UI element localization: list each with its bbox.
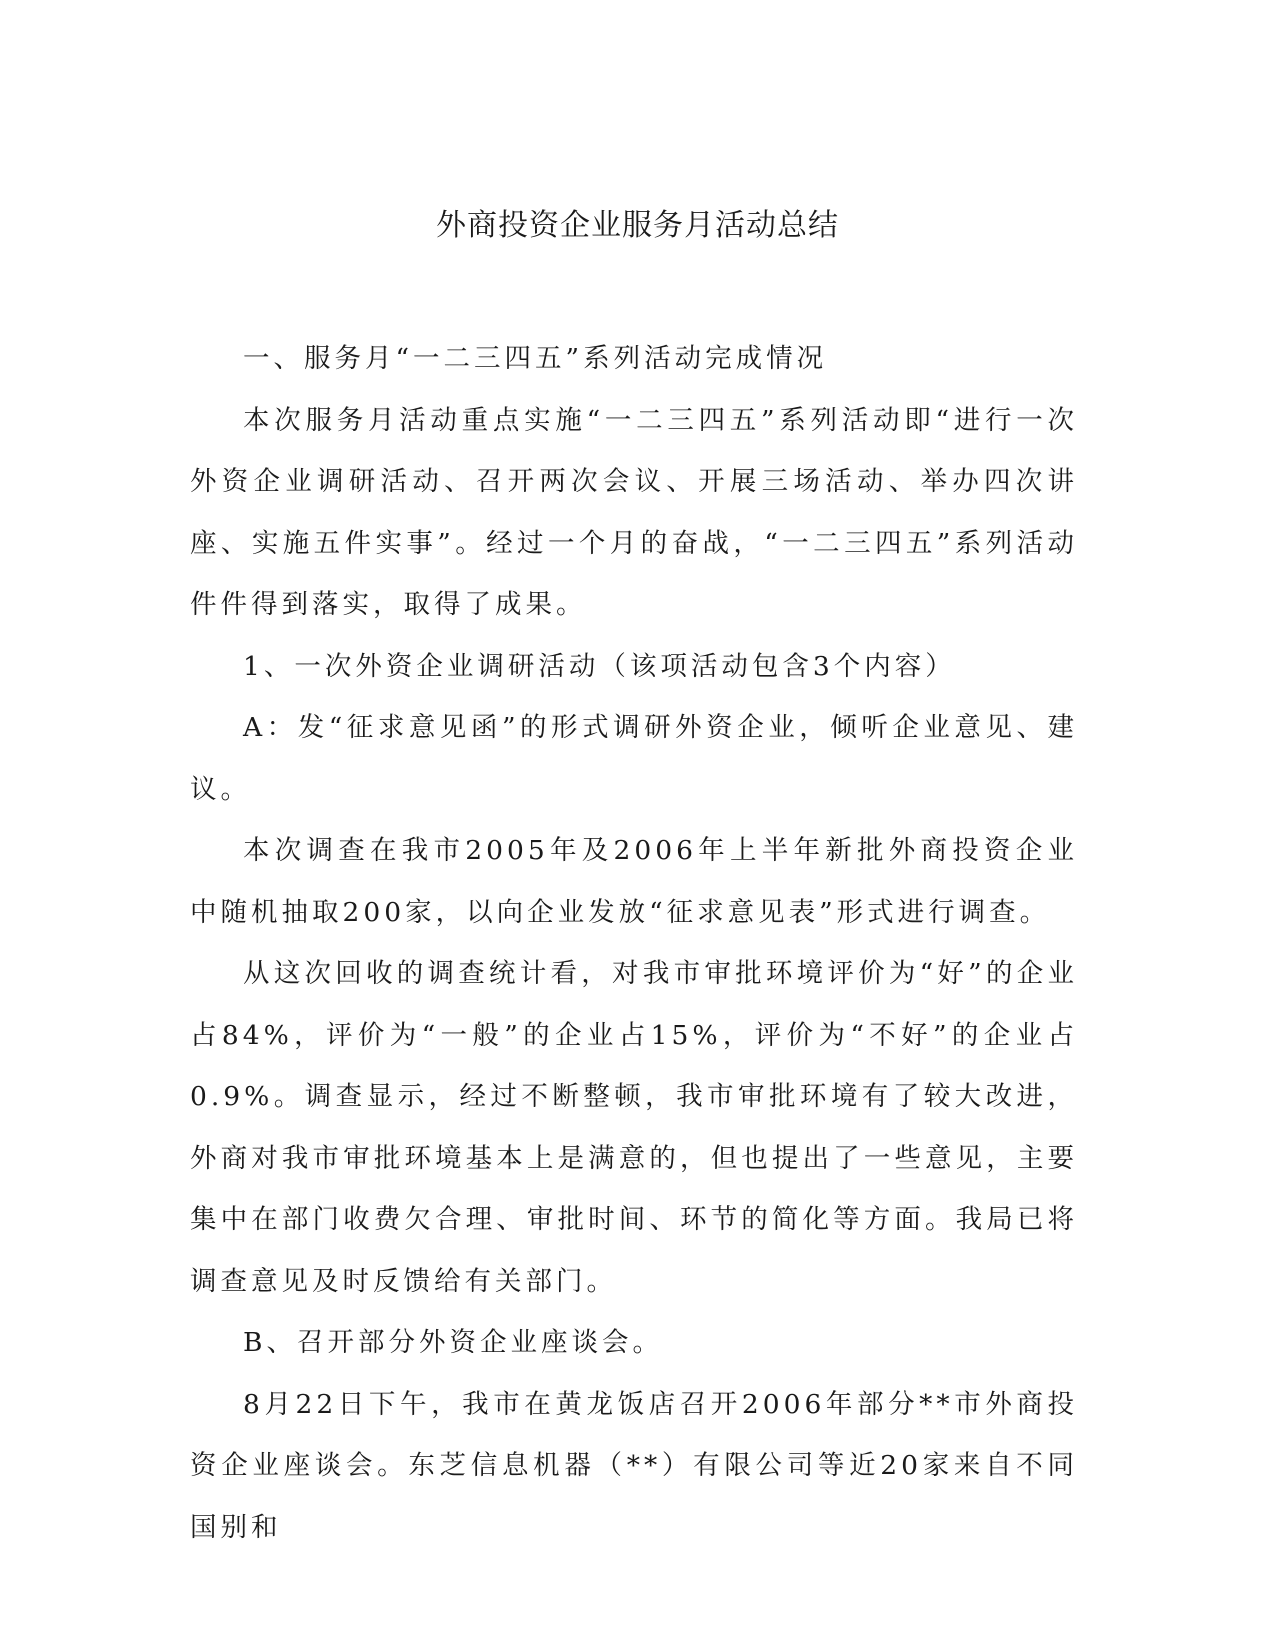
document-title: 外商投资企业服务月活动总结 — [436, 208, 839, 243]
paragraph-survey: 本次调查在我市2005年及2006年上半年新批外商投资企业中随机抽取200家，以向企业发放“征求意见表”形式进行调查。 — [190, 835, 1078, 928]
document-body — [190, 328, 1078, 1558]
paragraph-intro: 本次服务月活动重点实施“一二三四五”系列活动即“进行一次外资企业调研活动、召开两次会议、开展三场活动、举办四次讲座、实施五件实事”。经过一个月的奋战，“一二三四五”系列活动件件得到落实，取得了成果。 — [190, 404, 1078, 620]
item-b-heading: B、召开部分外资企业座谈会。 — [243, 1327, 663, 1358]
item-a-heading: A：发“征求意见函”的形式调研外资企业，倾听企业意见、建议。 — [190, 712, 1078, 805]
section-heading: 一、服务月“一二三四五”系列活动完成情况 — [243, 343, 828, 374]
paragraph-symposium: 8月22日下午，我市在黄龙饭店召开2006年部分**市外商投资企业座谈会。东芝信息机器（**）有限公司等近20家来自不同国别和 — [190, 1388, 1078, 1543]
paragraph-survey-results: 从这次回收的调查统计看，对我市审批环境评价为“好”的企业占84%，评价为“一般”的企业占15%，评价为“不好”的企业占0.9%。调查显示，经过不断整顿，我市审批环境有了较大改进，外商对我市审批环境基本上是满意的，但也提出了一些意见，主要集中在部门收费欠合理、审批时间、环节的简化等方面。我局已将调查意见及时反馈给有关部门。 — [190, 958, 1078, 1297]
subsection-heading-1: 1、一次外资企业调研活动（该项活动包含3个内容） — [243, 650, 956, 682]
